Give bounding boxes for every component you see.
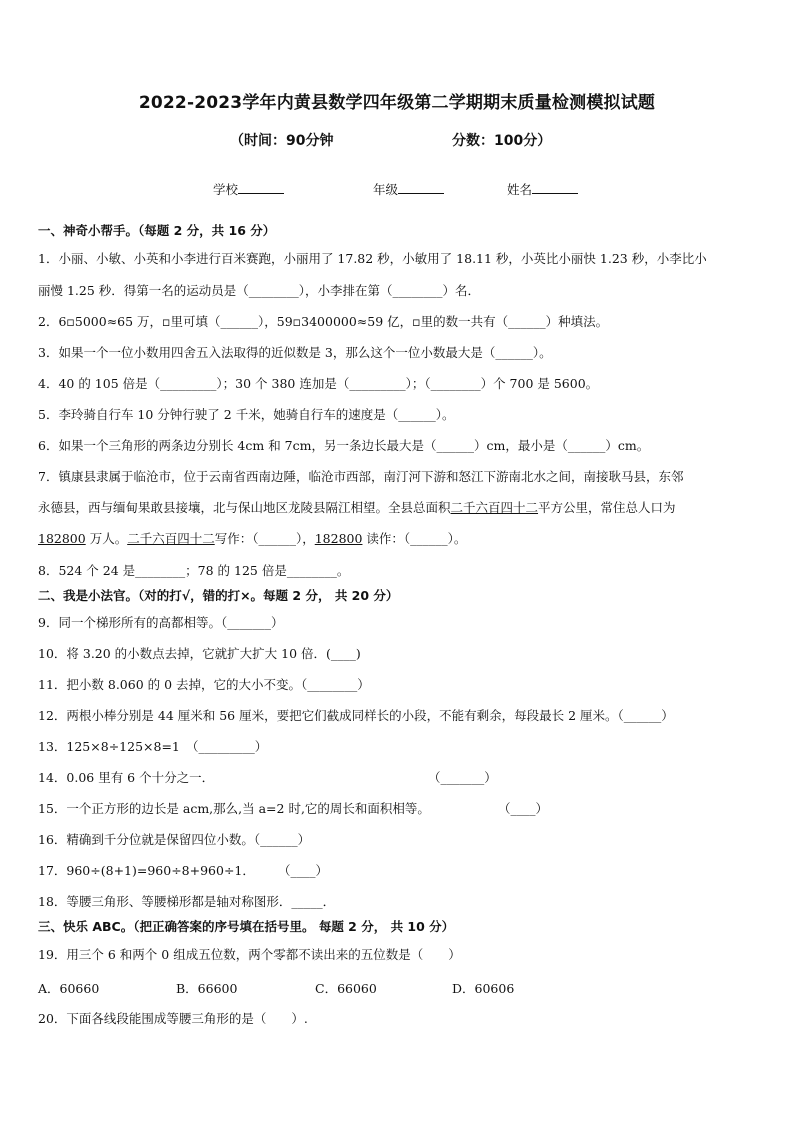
question-17: 17．960÷(8+1)=960÷8+960÷1． （____）: [38, 863, 329, 878]
question-9: 9．同一个梯形所有的高都相等。（_______）: [38, 615, 284, 630]
question-3: 3．如果一个一位小数用四舍五入法取得的近似数是 3，那么这个一位小数最大是（______）。: [38, 345, 552, 360]
question-12: 12．两根小棒分别是 44 厘米和 56 厘米，要把它们截成同样长的小段，不能有剩余，每段最长 2 厘米。（______）: [38, 708, 674, 723]
question-13: 13．125×8÷125×8=1 （_________）: [38, 739, 268, 754]
question-7-line-1: 7．镇康县隶属于临沧市，位于云南省西南边陲，临沧市西部，南汀河下游和怒江下游南北水之间，南接耿马县，东邻: [38, 469, 684, 484]
question-19-option-d[interactable]: D．60606: [452, 981, 515, 996]
question-8: 8．524 个 24 是________；78 的 125 倍是________。: [38, 563, 350, 578]
question-7-line-2: 永德县，西与缅甸果敢县接壤，北与保山地区龙陵县隔江相望。全县总面积二千六百四十二平方公里，常住总人口为: [38, 500, 676, 515]
question-7-line-3: 182800 万人。二千六百四十二写作：（______），182800 读作：（______）。: [38, 531, 467, 546]
question-11: 11．把小数 8.060 的 0 去掉，它的大小不变。（________）: [38, 677, 370, 692]
school-field[interactable]: [213, 180, 284, 198]
question-2: 2．6▫5000≈65 万，▫里可填（______），59▫3400000≈59 亿，▫里的数一共有（______）种填法。: [38, 314, 609, 329]
question-1-line-1: 1．小丽、小敏、小英和小李进行百米赛跑，小丽用了 17.82 秒，小敏用了 18.11 秒，小英比小丽快 1.23 秒，小李比小: [38, 251, 707, 266]
question-19: 19．用三个 6 和两个 0 组成五位数，两个零都不读出来的五位数是（ ）: [38, 947, 461, 962]
page-title: 2022-2023学年内黄县数学四年级第二学期期末质量检测模拟试题: [138, 93, 656, 113]
section-1-heading: 一、神奇小帮手。（每题 2 分，共 16 分）: [38, 223, 276, 238]
question-10: 10．将 3.20 的小数点去掉，它就扩大扩大 10 倍．(____): [38, 646, 361, 661]
question-19-option-a[interactable]: A．60660: [38, 981, 100, 996]
exam-time: （时间：90分钟: [230, 133, 334, 149]
question-1-line-2: 丽慢 1.25 秒．得第一名的运动员是（________），小李排在第（________）名．: [38, 283, 481, 298]
question-14: 14．0.06 里有 6 个十分之一． （_______）: [38, 770, 497, 785]
section-3-heading: 三、快乐 ABC。（把正确答案的序号填在括号里。 每题 2 分， 共 10 分）: [38, 919, 455, 934]
name-field[interactable]: [507, 180, 578, 198]
exam-score: 分数：100分）: [452, 133, 552, 149]
question-5: 5．李玲骑自行车 10 分钟行驶了 2 千米，她骑自行车的速度是（______）。: [38, 407, 455, 422]
name-label: 姓名: [507, 182, 533, 197]
question-19-option-b[interactable]: B．66600: [176, 981, 238, 996]
school-label: 学校: [213, 182, 239, 197]
question-6: 6．如果一个三角形的两条边分别长 4cm 和 7cm，另一条边长最大是（______）cm，最小是（______）cm。: [38, 438, 650, 453]
question-19-option-c[interactable]: C．66060: [315, 981, 377, 996]
grade-field[interactable]: [373, 180, 444, 198]
question-15: 15．一个正方形的边长是 acm,那么,当 a=2 时,它的周长和面积相等。 （____）: [38, 801, 549, 816]
question-18: 18．等腰三角形、等腰梯形都是轴对称图形．_____．: [38, 894, 336, 909]
grade-label: 年级: [373, 182, 399, 197]
section-2-heading: 二、我是小法官。（对的打√，错的打×。每题 2 分， 共 20 分）: [38, 588, 399, 603]
question-20: 20．下面各线段能围成等腰三角形的是（ ）.: [38, 1011, 308, 1026]
question-16: 16．精确到千分位就是保留四位小数。（______）: [38, 832, 311, 847]
question-4: 4．40 的 105 倍是（_________）；30 个 380 连加是（_________）；（________）个 700 是 5600。: [38, 376, 599, 391]
